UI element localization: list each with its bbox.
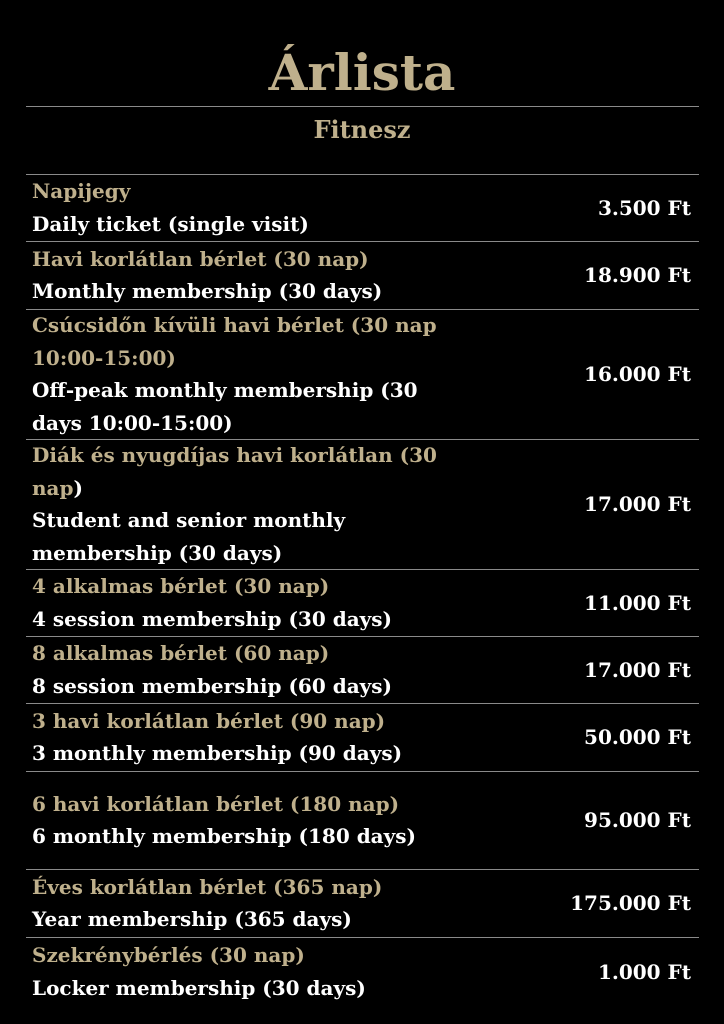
item-price: 50.000 Ft [584,725,691,749]
item-price: 17.000 Ft [584,657,691,682]
item-name-hungarian-text: Diák és nyugdíjas havi korlátlan (30 nap [32,443,437,500]
item-name-hungarian: 4 alkalmas bérlet (30 nap) [32,574,330,598]
item-name-hungarian: 8 alkalmas bérlet (60 nap) [32,641,330,665]
price-item-description [26,788,447,853]
price-item-description [26,871,447,936]
title-divider [26,106,699,107]
item-name-english: Daily ticket (single visit) [32,211,309,236]
price-table [26,174,699,1006]
price-item-description [26,439,447,569]
price-item-description [26,175,447,240]
item-price: 1.000 Ft [597,959,691,984]
price-item-description [26,309,447,439]
price-row [26,870,699,938]
price-item-description [26,570,447,635]
item-name-hungarian: Havi korlátlan bérlet (30 nap) [32,246,369,271]
item-name-english: 8 session membership (60 days) [32,673,393,698]
item-name-hungarian: Napijegy [32,179,131,203]
price-row [26,310,699,440]
item-price: 175.000 Ft [570,891,691,915]
price-row [26,704,699,772]
item-name-english: 6 monthly membership (180 days) [32,824,416,848]
item-name-paren: ) [73,475,83,500]
item-name-hungarian: 6 havi korlátlan bérlet (180 nap) [32,791,400,816]
item-price: 3.500 Ft [597,195,691,220]
item-name-english: 3 monthly membership (90 days) [32,741,403,765]
item-name-hungarian: Éves korlátlan bérlet (365 nap) [32,874,383,899]
price-item-description [26,243,447,308]
price-row [26,637,699,704]
price-row [26,440,699,570]
price-row [26,570,699,637]
price-row [26,772,699,870]
item-name-english: Year membership (365 days) [32,907,352,931]
item-name-hungarian: Szekrénybérlés (30 nap) [32,943,305,967]
section-subtitle: Fitnesz [313,115,411,144]
price-item-description [26,939,447,1004]
item-name-english: Monthly membership (30 days) [32,279,383,303]
item-name-english: Locker membership (30 days) [32,975,366,1000]
price-row [26,175,699,242]
item-name-hungarian: 3 havi korlátlan bérlet (90 nap) [32,708,386,733]
item-name-english: 4 session membership (30 days) [32,606,393,631]
item-price: 17.000 Ft [584,492,691,516]
item-price: 16.000 Ft [584,362,691,386]
item-name-hungarian [32,439,447,504]
price-item-description [26,705,447,770]
price-row [26,938,699,1006]
item-price: 11.000 Ft [584,590,691,615]
item-name-english: Student and senior monthly membership (30 days) [32,508,346,565]
price-row [26,242,699,310]
price-item-description [26,637,447,702]
item-name-hungarian: Csúcsidőn kívüli havi bérlet (30 nap 10:00-15:00) [32,313,437,370]
page-title: Árlista [268,43,456,102]
item-price: 95.000 Ft [584,808,691,832]
item-name-english: Off-peak monthly membership (30 days 10:00-15:00) [32,378,418,435]
item-price: 18.900 Ft [584,263,691,287]
